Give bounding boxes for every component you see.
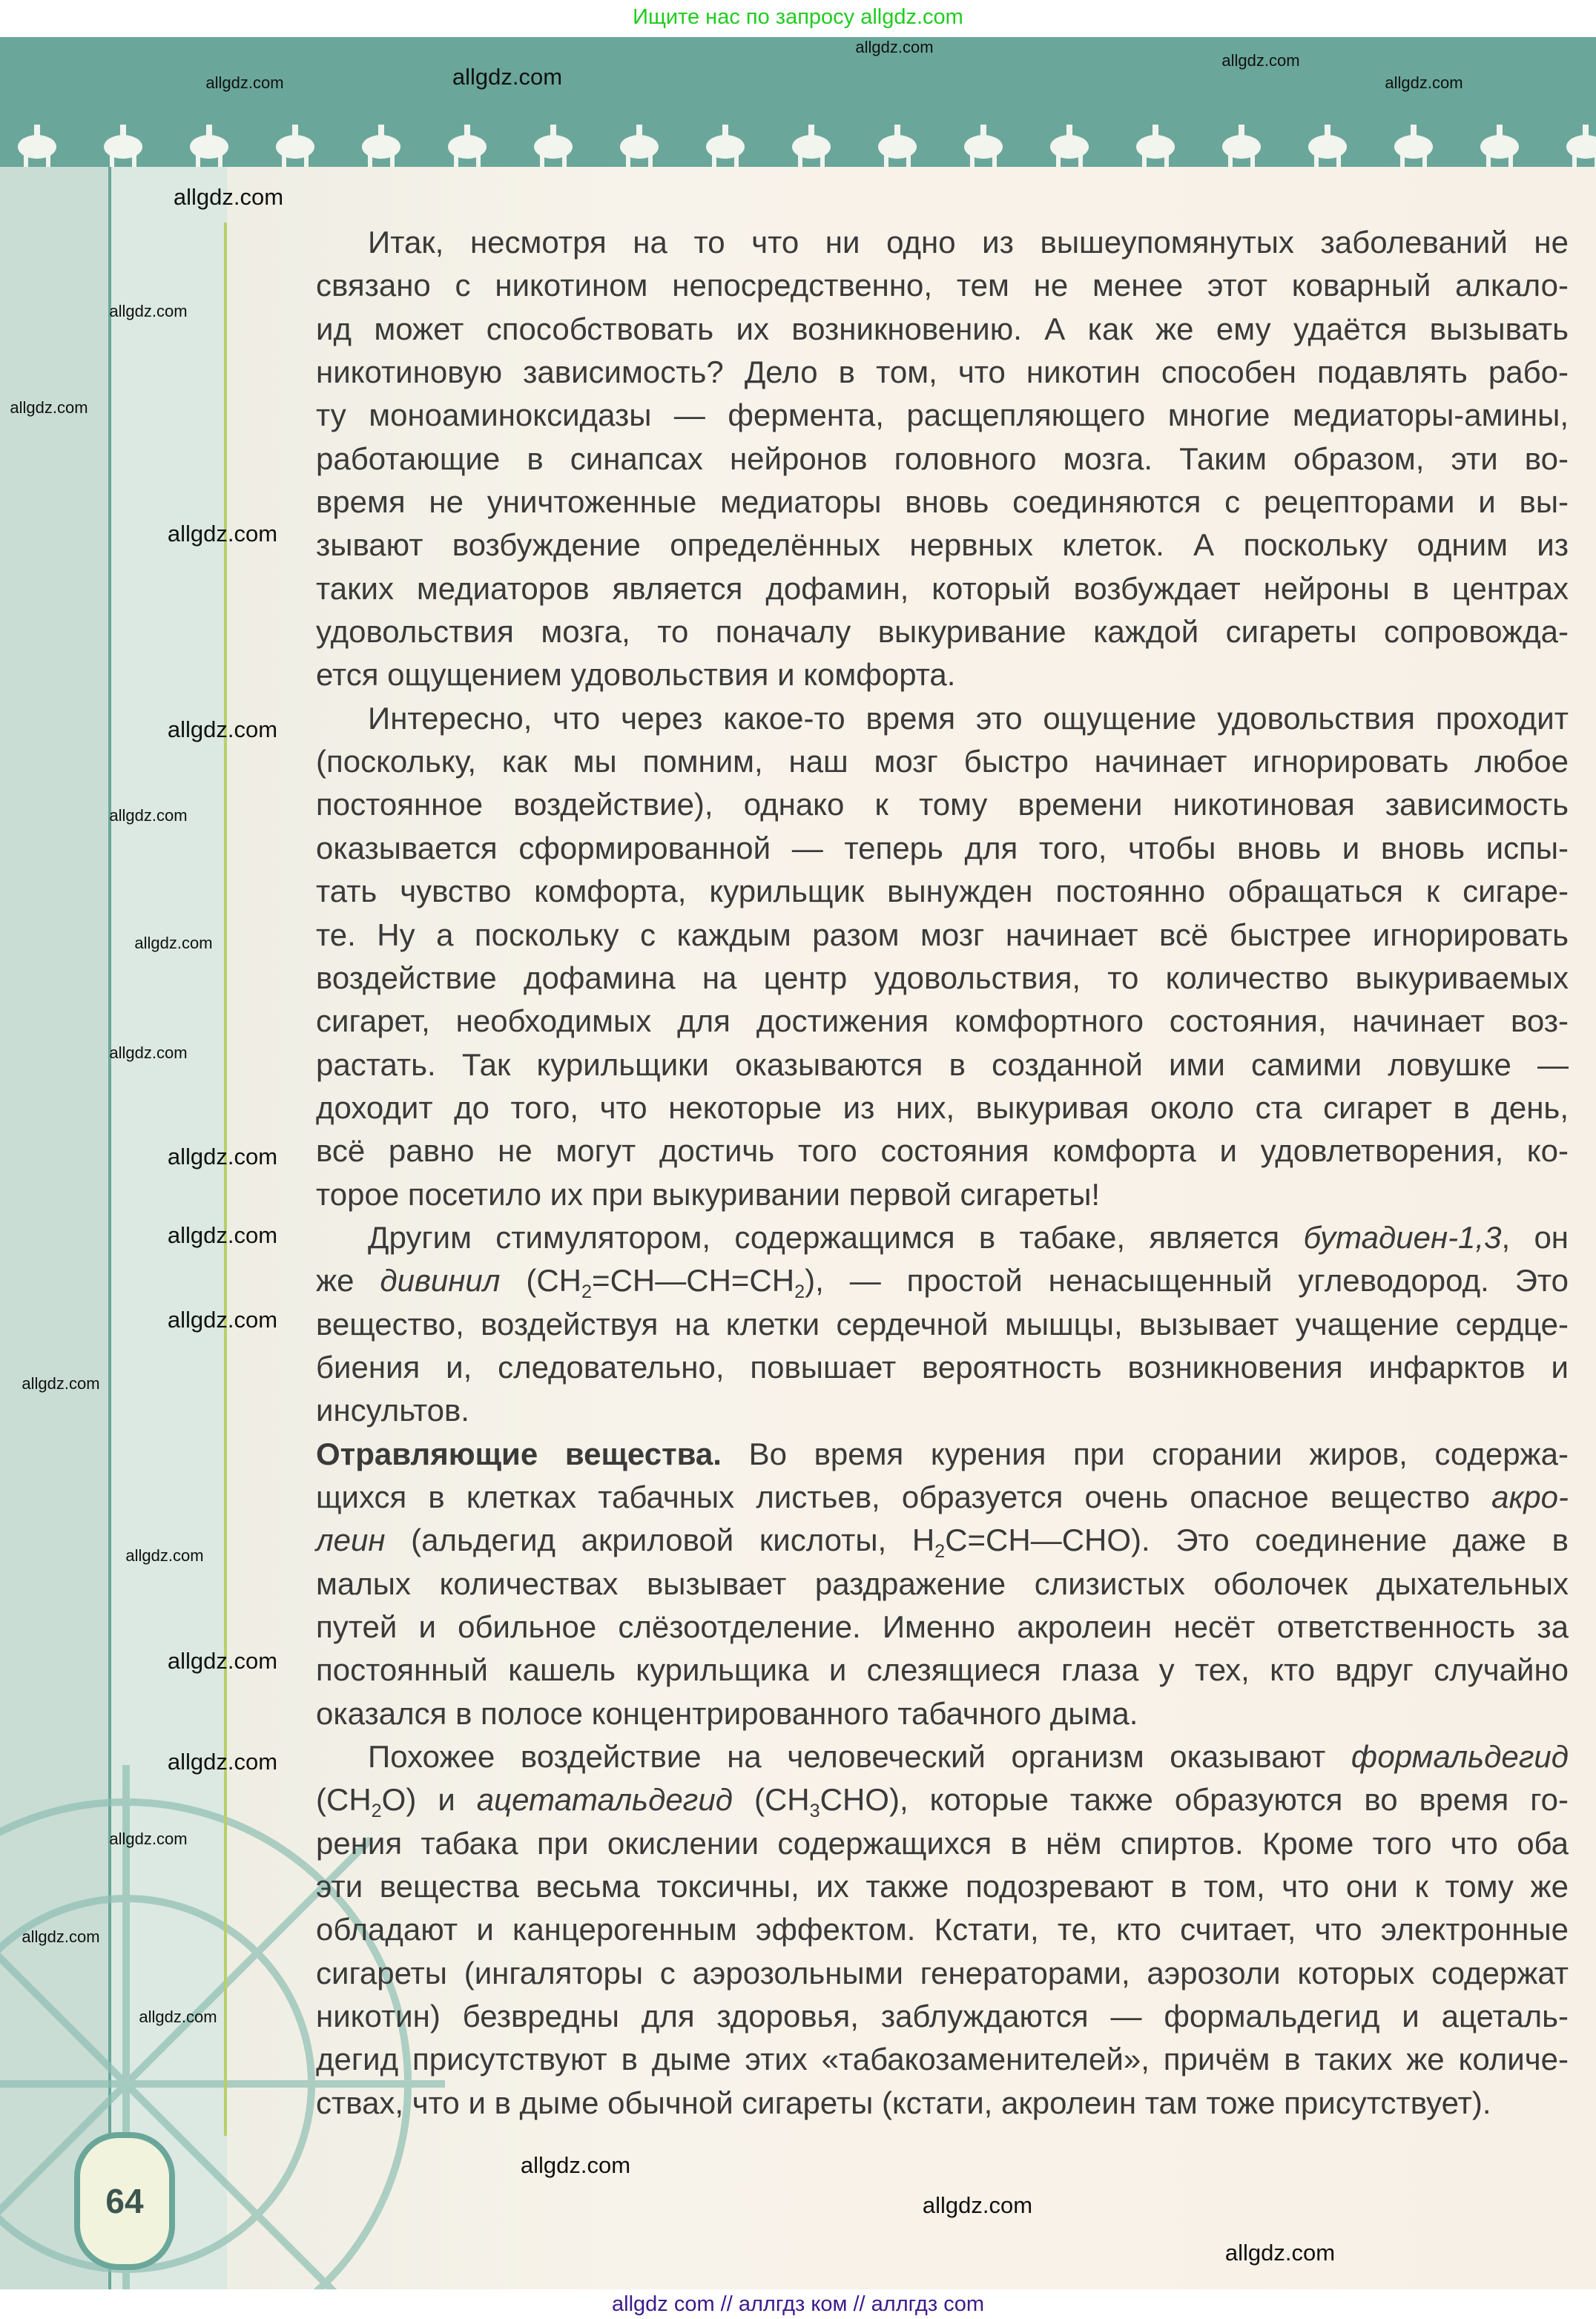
italic-term: ацетатальдегид — [476, 1782, 733, 1818]
insect-icon — [276, 125, 314, 169]
italic-term: бутадиен-1,3 — [1303, 1219, 1502, 1255]
body-text — [316, 221, 1569, 2125]
subscript: 2 — [371, 1801, 382, 1822]
text-run: таких медиаторов является дофамин, который возбуждает нейроны в центрах — [316, 570, 1569, 606]
text-run: , он — [1501, 1219, 1569, 1255]
text-line — [316, 870, 1569, 913]
text-run: дегид присутствуют в дыме этих «табакозаменителей», причём в таких же количе- — [316, 2042, 1569, 2077]
page-number: 64 — [105, 2182, 144, 2220]
text-run: Во время курения при сгорании жиров, содержа- — [721, 1436, 1569, 1471]
text-run: биения и, следовательно, повышает вероятность возникновения инфарктов и — [316, 1349, 1569, 1385]
watermark: allgdz.com — [167, 716, 278, 742]
goat-icon — [1136, 125, 1175, 169]
watermark: allgdz.com — [205, 73, 284, 92]
watermark: allgdz.com — [134, 934, 213, 952]
text-line — [316, 1606, 1569, 1649]
text-run: (поскольку, как мы помним, наш мозг быстро начинает игнорировать любое — [316, 744, 1569, 779]
text-run: ид может способствовать их возникновению. А как же ему удаётся вызывать — [316, 311, 1569, 346]
watermark: allgdz.com — [167, 1749, 278, 1775]
text-run: никотиновую зависимость? Дело в том, что никотин способен подавлять рабо- — [316, 354, 1569, 390]
text-run: сигареты (ингаляторы с аэрозольными генераторами, аэрозоли которых содержат — [316, 1955, 1569, 1990]
text-line — [316, 697, 1569, 740]
watermark: allgdz.com — [452, 64, 563, 90]
text-line — [316, 481, 1569, 524]
text-run: постоянное воздействие), однако к тому времени никотиновая зависимость — [316, 787, 1569, 822]
text-line — [316, 1563, 1569, 1606]
text-line — [316, 1692, 1569, 1735]
watermark: allgdz.com — [10, 398, 88, 417]
text-line — [316, 1259, 1569, 1302]
text-line — [316, 740, 1569, 783]
watermark: allgdz.com — [173, 184, 284, 210]
text-line — [316, 653, 1569, 696]
top-banner — [0, 0, 1596, 37]
watermark: allgdz.com — [22, 1927, 100, 1946]
butterfly-icon — [620, 125, 659, 169]
text-line — [316, 2082, 1569, 2125]
watermark: allgdz.com — [167, 1222, 278, 1248]
watermark: allgdz.com — [855, 38, 934, 56]
bottom-banner — [0, 2289, 1596, 2319]
text-line — [316, 1086, 1569, 1129]
text-run: зывают возбуждение определённых нервных клеток. А поскольку одним из — [316, 527, 1569, 563]
bison-icon — [1394, 125, 1433, 169]
watermark: allgdz.com — [922, 2192, 1033, 2218]
top-banner-text[interactable]: Ищите нас по запросу allgdz.com — [633, 5, 963, 29]
paragraph — [316, 1216, 1569, 1433]
insect-icon — [1308, 125, 1347, 169]
text-line — [316, 1303, 1569, 1346]
bison-icon — [362, 125, 400, 169]
text-run: оказывается сформированной — теперь для того, чтобы вновь и вновь испы- — [316, 830, 1569, 865]
text-line — [316, 567, 1569, 610]
text-run: Итак, несмотря на то что ни одно из вышеупомянутых заболеваний не — [368, 225, 1569, 260]
watermark: allgdz.com — [1224, 2240, 1336, 2266]
antelope-icon — [534, 125, 573, 169]
text-run: постоянный кашель курильщика и слезящиеся глаза у тех, кто вдруг случайно — [316, 1652, 1569, 1688]
text-run: растать. Так курильщики оказываются в созданной ими самими ловушке — — [316, 1046, 1569, 1082]
watermark: allgdz.com — [139, 2008, 217, 2026]
text-run: удовольствия мозга, то поначалу выкуривание каждой сигареты сопровожда- — [316, 614, 1569, 650]
text-line — [316, 1908, 1569, 1951]
text-line — [316, 438, 1569, 481]
text-run: обладают и канцерогенным эффектом. Кстати, те, кто считает, что электронные — [316, 1912, 1569, 1947]
text-run: связано с никотином непосредственно, тем не менее этот коварный алкало- — [316, 268, 1569, 303]
text-run: (альдегид акриловой кислоты, H — [385, 1523, 935, 1558]
text-line — [316, 1649, 1569, 1692]
text-line — [316, 1735, 1569, 1778]
watermark: allgdz.com — [109, 806, 188, 825]
text-run: торое посетило их при выкуривании первой сигареты! — [316, 1176, 1101, 1212]
page-header-band — [0, 37, 1596, 171]
text-line — [316, 524, 1569, 567]
text-line — [316, 1129, 1569, 1172]
watermark: allgdz.com — [167, 1144, 278, 1170]
text-run: никотин) безвредны для здоровья, заблуждаются — формальдегид и ацеталь- — [316, 1999, 1569, 2034]
swallow-icon — [964, 125, 1003, 169]
text-line — [316, 610, 1569, 653]
text-line — [316, 1000, 1569, 1043]
watermark: allgdz.com — [109, 302, 188, 320]
text-line — [316, 1043, 1569, 1086]
text-line — [316, 1519, 1569, 1562]
text-run: (CH — [500, 1263, 582, 1299]
bird-icon — [18, 125, 56, 169]
text-run: воздействие дофамина на центр удовольствия, то количество выкуриваемых — [316, 960, 1569, 995]
text-run: рения табака при окислении содержащихся в нём спиртов. Кроме того что оба — [316, 1825, 1569, 1861]
text-run: же — [316, 1263, 380, 1299]
page-number-badge — [74, 2132, 175, 2270]
watermark: allgdz.com — [22, 1374, 100, 1393]
text-line — [316, 914, 1569, 957]
text-run: ется ощущением удовольствия и комфорта. — [316, 657, 956, 693]
italic-term: леин — [316, 1523, 386, 1558]
bold-heading: Отравляющие вещества. — [316, 1436, 722, 1471]
text-run: C=CH—CHO). Это соединение даже в — [945, 1523, 1569, 1558]
text-line — [316, 1173, 1569, 1216]
text-line — [316, 264, 1569, 307]
watermark: allgdz.com — [1221, 51, 1300, 70]
text-run: ), — простой ненасыщенный углеводород. Это — [805, 1263, 1569, 1299]
paragraph — [316, 221, 1569, 697]
text-line — [316, 1476, 1569, 1519]
text-line — [316, 1389, 1569, 1432]
text-run: малых количествах вызывает раздражение слизистых оболочек дыхательных — [316, 1566, 1569, 1601]
heron-icon — [1222, 125, 1261, 169]
watermark: allgdz.com — [109, 1043, 188, 1062]
text-run: тать чувство комфорта, курильщик вынужден постоянно обращаться к сигаре- — [316, 874, 1569, 909]
kangaroo-icon — [448, 125, 487, 169]
text-line — [316, 1216, 1569, 1259]
italic-term: формальдегид — [1351, 1739, 1569, 1775]
text-run: вещество, воздействуя на клетки сердечной мышцы, вызывает учащение сердце- — [316, 1306, 1569, 1342]
text-run: O) и — [381, 1782, 477, 1818]
text-run: Похожее воздействие на человеческий организм оказывают — [368, 1739, 1351, 1775]
text-run: всё равно не могут достичь того состояния комфорта и удовлетворения, ко- — [316, 1133, 1569, 1169]
antelope-icon — [1566, 125, 1596, 169]
goat-icon — [104, 125, 142, 169]
text-run: работающие в синапсах нейронов головного мозга. Таким образом, эти во- — [316, 441, 1569, 476]
watermark: allgdz.com — [1385, 73, 1463, 92]
text-line — [316, 2038, 1569, 2081]
watermark: allgdz.com — [109, 1830, 188, 1848]
subscript: 3 — [809, 1801, 820, 1822]
text-run: щихся в клетках табачных листьев, образуется очень опасное вещество — [316, 1479, 1492, 1514]
text-run: ту моноаминоксидазы — фермента, расщепляющего многие медиаторы-амины, — [316, 398, 1569, 433]
text-line — [316, 957, 1569, 1000]
subscript: 2 — [581, 1281, 593, 1303]
text-line — [316, 351, 1569, 394]
italic-term: дивинил — [380, 1263, 501, 1299]
bird-icon — [1050, 125, 1089, 169]
text-line — [316, 1952, 1569, 1995]
text-run: =CH—CH=CH — [592, 1263, 795, 1299]
text-line — [316, 308, 1569, 351]
text-line — [316, 1433, 1569, 1476]
text-run: те. Ну а поскольку с каждым разом мозг начинает всё быстрее игнорировать — [316, 917, 1569, 952]
text-line — [316, 827, 1569, 870]
text-line — [316, 1822, 1569, 1865]
text-run: Интересно, что через какое-то время это ощущение удовольствия проходит — [368, 700, 1569, 736]
margin-accent-line — [224, 222, 227, 2136]
text-run: сигарет, необходимых для достижения комфортного состояния, начинает воз- — [316, 1003, 1569, 1039]
paragraph — [316, 1735, 1569, 2125]
text-run: доходит до того, что некоторые из них, выкуривая около ста сигарет в день, — [316, 1089, 1569, 1125]
text-run: CHO), которые также образуются во время го- — [820, 1782, 1569, 1818]
watermark: allgdz.com — [520, 2152, 631, 2178]
text-run: время не уничтоженные медиаторы вновь соединяются с рецепторами и вы- — [316, 484, 1569, 520]
text-run: (CH — [316, 1782, 372, 1818]
text-run: Другим стимулятором, содержащимся в табаке, является — [368, 1219, 1304, 1255]
watermark: allgdz.com — [125, 1546, 204, 1565]
subscript: 2 — [934, 1541, 946, 1563]
paragraph — [316, 697, 1569, 1216]
text-run: путей и обильное слёзоотделение. Именно акролеин несёт ответственность за — [316, 1609, 1569, 1644]
rhino-icon — [706, 125, 745, 169]
watermark: allgdz.com — [167, 1307, 278, 1333]
paragraph — [316, 1433, 1569, 1735]
text-run: (CH — [732, 1782, 810, 1818]
kangaroo-icon — [1480, 125, 1519, 169]
scorpion-icon — [792, 125, 831, 169]
subscript: 2 — [794, 1281, 805, 1303]
italic-term: акро- — [1491, 1479, 1569, 1514]
bottom-banner-text[interactable]: allgdz com // аллгдз ком // аллгдз com — [612, 2292, 984, 2316]
text-run: инсультов. — [316, 1393, 469, 1428]
horse-icon — [878, 125, 917, 169]
text-run: ствах, что и в дыме обычной сигареты (кстати, акролеин там тоже присутствует). — [316, 2085, 1491, 2120]
text-line — [316, 221, 1569, 264]
watermark: allgdz.com — [167, 521, 278, 547]
text-run: эти вещества весьма токсичны, их также подозревают в том, что они к тому же — [316, 1869, 1569, 1904]
watermark: allgdz.com — [167, 1648, 278, 1674]
text-line — [316, 1346, 1569, 1389]
text-line — [316, 783, 1569, 826]
text-line — [316, 394, 1569, 437]
text-line — [316, 1778, 1569, 1821]
text-line — [316, 1865, 1569, 1908]
text-run: оказался в полосе концентрированного табачного дыма. — [316, 1695, 1138, 1731]
heron-icon — [190, 125, 228, 169]
text-line — [316, 1995, 1569, 2038]
